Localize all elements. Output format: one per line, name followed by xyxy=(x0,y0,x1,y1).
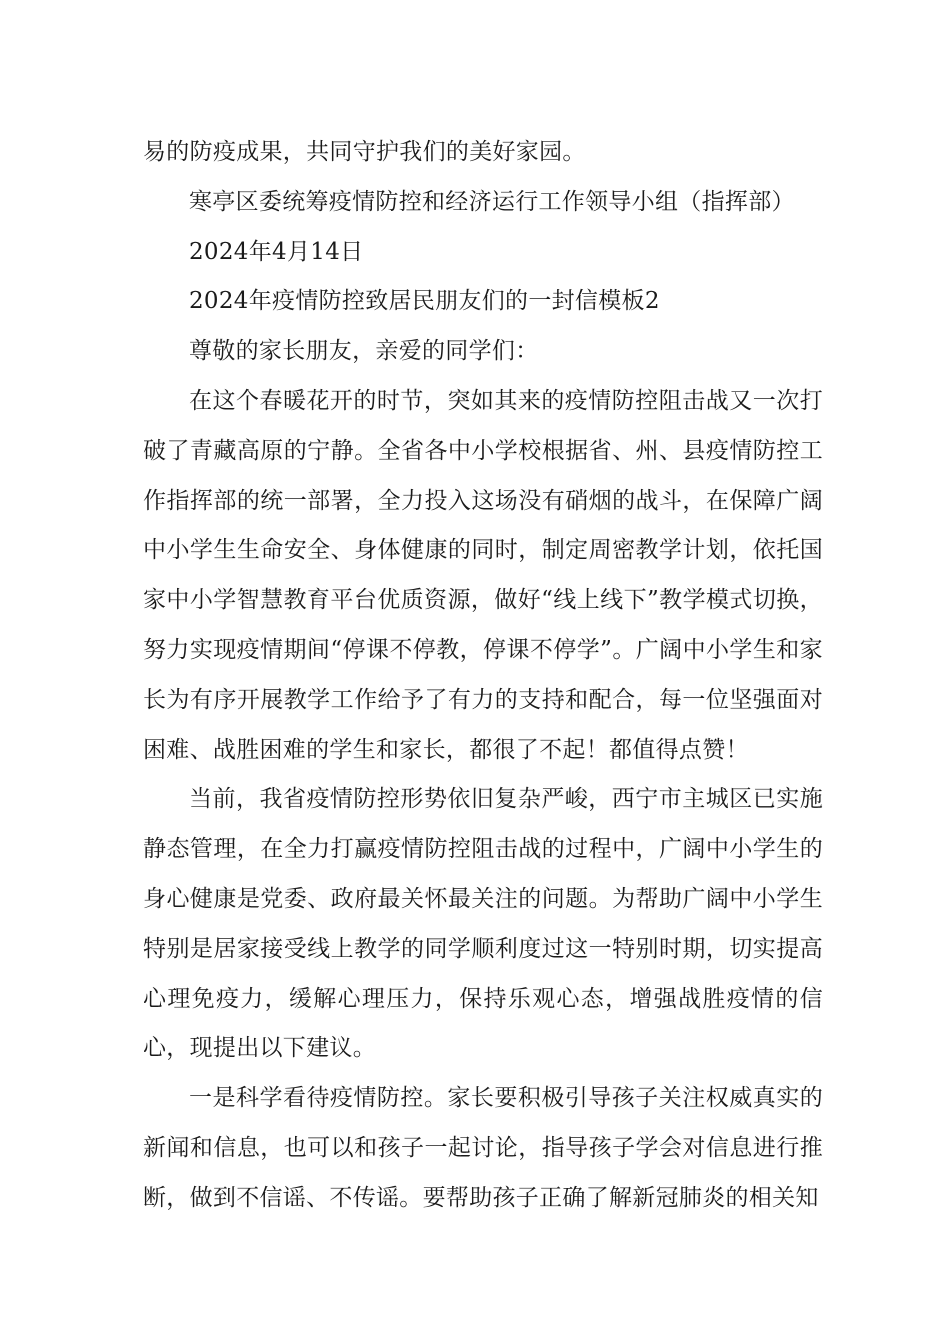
section-title: 2024年疫情防控致居民朋友们的一封信模板2 xyxy=(189,288,660,315)
signature-date: 2024年4月14日 xyxy=(189,238,364,265)
paragraph-continuation: 易的防疫成果，共同守护我们的美好家园。 xyxy=(143,139,586,165)
paragraph-suggestion-one: 一是科学看待疫情防控。家长要积极引导孩子关注权威真实的新闻和信息，也可以和孩子一起讨论，指导孩子学会对信息进行推断，做到不信谣、不传谣。要帮助孩子正确了解新冠肺炎的相关知 xyxy=(143,1085,823,1211)
salutation: 尊敬的家长朋友，亲爱的同学们： xyxy=(189,338,539,365)
paragraph-intro: 在这个春暖花开的时节，突如其来的疫情防控阻击战又一次打破了青藏高原的宁静。全省各中小学校根据省、州、县疫情防控工作指挥部的统一部署，全力投入这场没有硝烟的战斗，在保障广阔中小学生生命安全、身体健康的同时，制定周密教学计划，依托国家中小学智慧教育平台优质资源，做好“线上线下”教学模式切换，努力实现疫情期间“停课不停教，停课不停学”。广阔中小学生和家长为有序开展教学工作给予了有力的支持和配合，每一位坚强面对困难、战胜困难的学生和家长，都很了不起！都值得点赞！ xyxy=(143,387,823,763)
paragraph-current-situation: 当前，我省疫情防控形势依旧复杂严峻，西宁市主城区已实施静态管理，在全力打赢疫情防控阻击战的过程中，广阔中小学生的身心健康是党委、政府最关怀最关注的问题。为帮助广阔中小学生特别是居家接受线上教学的同学顺利度过这一特别时期，切实提高心理免疫力，缓解心理压力，保持乐观心态，增强战胜疫情的信心，现提出以下建议。 xyxy=(143,786,823,1062)
signature-organization: 寒亭区委统筹疫情防控和经济运行工作领导小组（指挥部） xyxy=(189,188,795,215)
document-body xyxy=(143,128,823,1224)
